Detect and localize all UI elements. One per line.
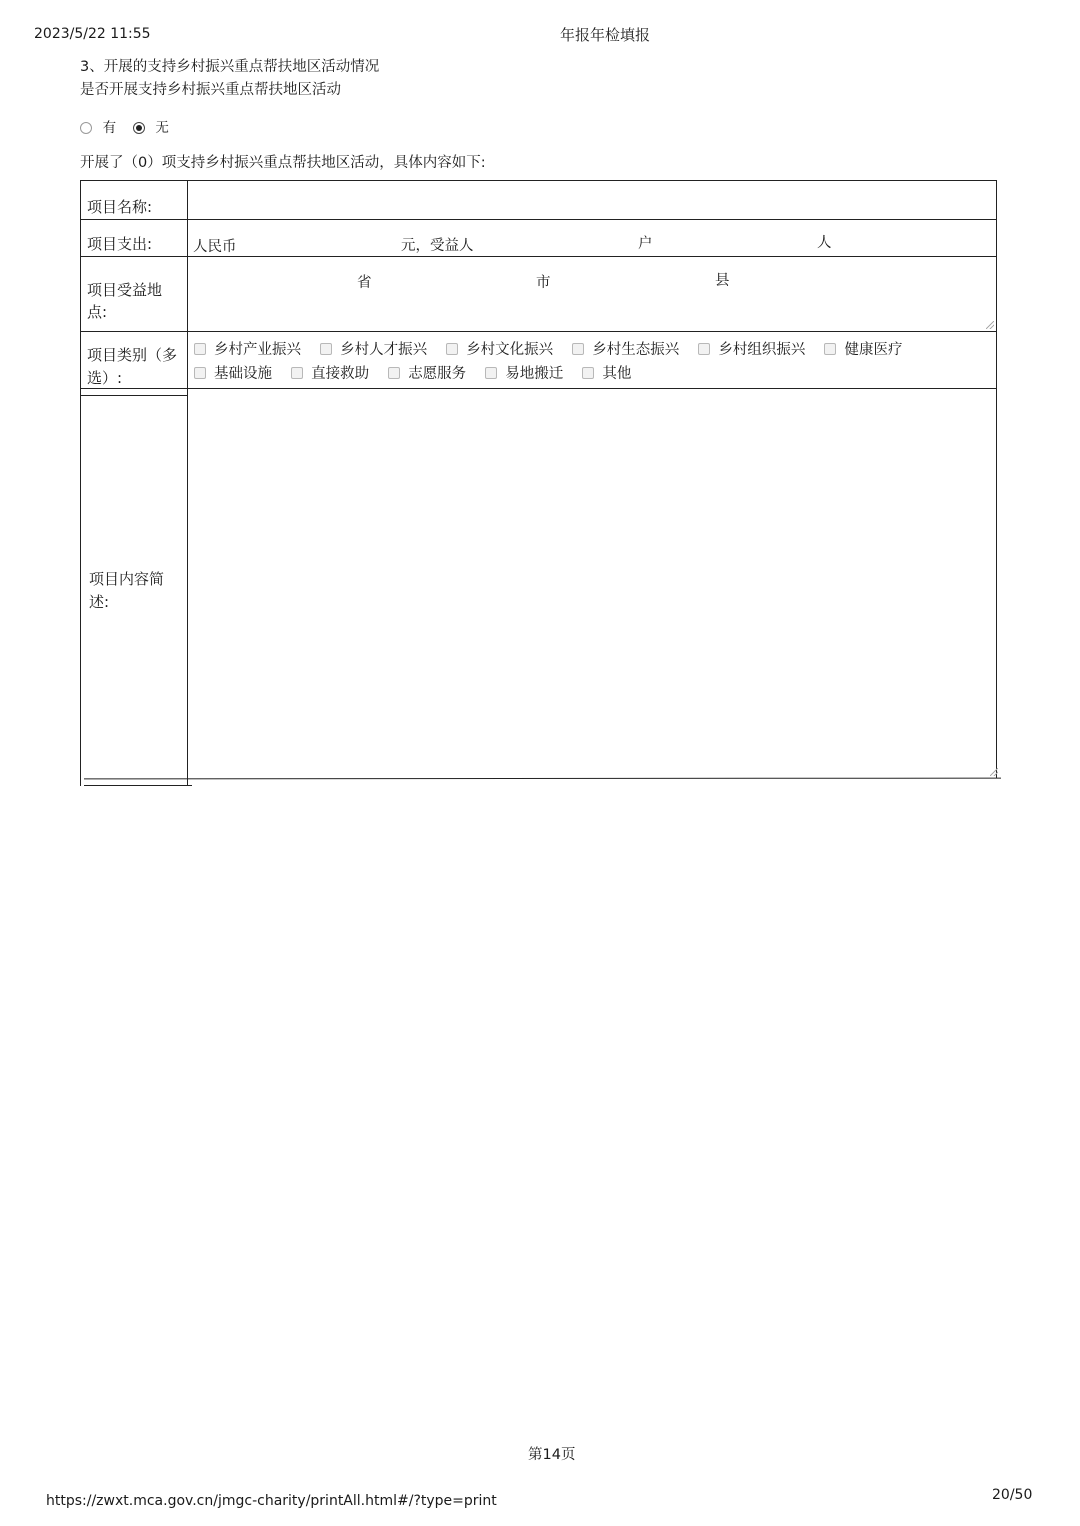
location-detail-textarea[interactable] bbox=[189, 290, 994, 330]
expense-unit: 元，受益人 bbox=[401, 238, 474, 254]
table-border-top bbox=[80, 180, 996, 181]
page-count: 20/50 bbox=[992, 1487, 1033, 1503]
category-checkbox-item[interactable]: 基础设施 bbox=[194, 362, 272, 383]
province-unit: 省 bbox=[357, 275, 372, 291]
resize-handle-icon[interactable] bbox=[990, 768, 998, 776]
table-column-divider bbox=[187, 180, 188, 786]
table-border-right bbox=[996, 180, 997, 778]
location-label-line2: 点: bbox=[87, 303, 108, 321]
checkbox-icon[interactable] bbox=[698, 343, 710, 355]
radio-option-no[interactable] bbox=[133, 120, 169, 136]
radio-button-icon[interactable] bbox=[80, 122, 92, 134]
checkbox-icon[interactable] bbox=[582, 367, 594, 379]
table-border-left bbox=[80, 180, 81, 786]
checkbox-icon[interactable] bbox=[194, 367, 206, 379]
radio-option-yes[interactable] bbox=[80, 120, 121, 136]
checkbox-icon[interactable] bbox=[388, 367, 400, 379]
category-checkbox-item[interactable]: 乡村生态振兴 bbox=[572, 338, 679, 359]
table-row-divider bbox=[80, 388, 996, 389]
project-name-label: 项目名称: bbox=[87, 198, 153, 216]
checkbox-icon[interactable] bbox=[194, 343, 206, 355]
table-border-bottom bbox=[84, 778, 1001, 780]
table-border-bottom-outer bbox=[84, 785, 192, 786]
content-label-line1: 项目内容简 bbox=[89, 570, 165, 588]
page-url: https://zwxt.mca.gov.cn/jmgc-charity/printAll.html#/?type=print bbox=[46, 1493, 497, 1509]
content-label-line2: 述: bbox=[89, 593, 110, 611]
print-datetime: 2023/5/22 11:55 bbox=[34, 26, 151, 42]
location-label-line1: 项目受益地 bbox=[87, 281, 163, 299]
radio-label-no: 无 bbox=[155, 120, 169, 136]
category-checkbox-item[interactable]: 健康医疗 bbox=[824, 338, 902, 359]
page-title: 年报年检填报 bbox=[560, 26, 651, 44]
project-name-input[interactable] bbox=[189, 182, 994, 218]
checkbox-icon[interactable] bbox=[572, 343, 584, 355]
section-question: 是否开展支持乡村振兴重点帮扶地区活动 bbox=[80, 82, 341, 98]
radio-group bbox=[80, 116, 169, 136]
category-label-line2: 选）: bbox=[87, 369, 123, 387]
expense-amount-input[interactable] bbox=[240, 230, 395, 252]
category-checkbox-item[interactable]: 乡村人才振兴 bbox=[320, 338, 427, 359]
beneficiary-persons-input[interactable] bbox=[660, 228, 810, 250]
activity-summary: 开展了（0）项支持乡村振兴重点帮扶地区活动，具体内容如下: bbox=[80, 155, 486, 171]
radio-label-yes: 有 bbox=[102, 120, 117, 136]
checkbox-icon[interactable] bbox=[446, 343, 458, 355]
city-unit: 市 bbox=[536, 275, 551, 291]
section-heading: 3、开展的支持乡村振兴重点帮扶地区活动情况 bbox=[80, 59, 380, 75]
table-row-divider bbox=[80, 331, 996, 332]
county-unit: 县 bbox=[715, 273, 730, 289]
category-row-1 bbox=[194, 338, 916, 359]
category-checkbox-item[interactable]: 志愿服务 bbox=[388, 362, 466, 383]
table-row-divider bbox=[80, 256, 996, 257]
table-row-divider bbox=[80, 219, 996, 220]
radio-button-selected-icon[interactable] bbox=[133, 122, 145, 134]
content-description-textarea[interactable] bbox=[192, 392, 995, 776]
category-checkbox-item[interactable]: 乡村文化振兴 bbox=[446, 338, 553, 359]
category-row-2 bbox=[194, 362, 645, 383]
category-checkbox-item[interactable]: 乡村组织振兴 bbox=[698, 338, 805, 359]
persons-unit: 人 bbox=[817, 235, 832, 251]
category-checkbox-item[interactable]: 易地搬迁 bbox=[485, 362, 563, 383]
table-row-divider bbox=[80, 395, 188, 396]
page-number: 第14页 bbox=[528, 1447, 576, 1463]
expense-currency: 人民币 bbox=[193, 239, 237, 255]
category-checkbox-item[interactable]: 其他 bbox=[582, 362, 631, 383]
project-expense-label: 项目支出: bbox=[87, 235, 153, 253]
beneficiary-households-input[interactable] bbox=[480, 229, 630, 251]
category-label-line1: 项目类别（多 bbox=[87, 346, 178, 364]
category-checkbox-item[interactable]: 乡村产业振兴 bbox=[194, 338, 301, 359]
checkbox-icon[interactable] bbox=[485, 367, 497, 379]
checkbox-icon[interactable] bbox=[291, 367, 303, 379]
households-unit: 户 bbox=[638, 236, 653, 252]
resize-handle-icon[interactable] bbox=[986, 321, 994, 329]
checkbox-icon[interactable] bbox=[824, 343, 836, 355]
checkbox-icon[interactable] bbox=[320, 343, 332, 355]
category-checkbox-item[interactable]: 直接救助 bbox=[291, 362, 369, 383]
